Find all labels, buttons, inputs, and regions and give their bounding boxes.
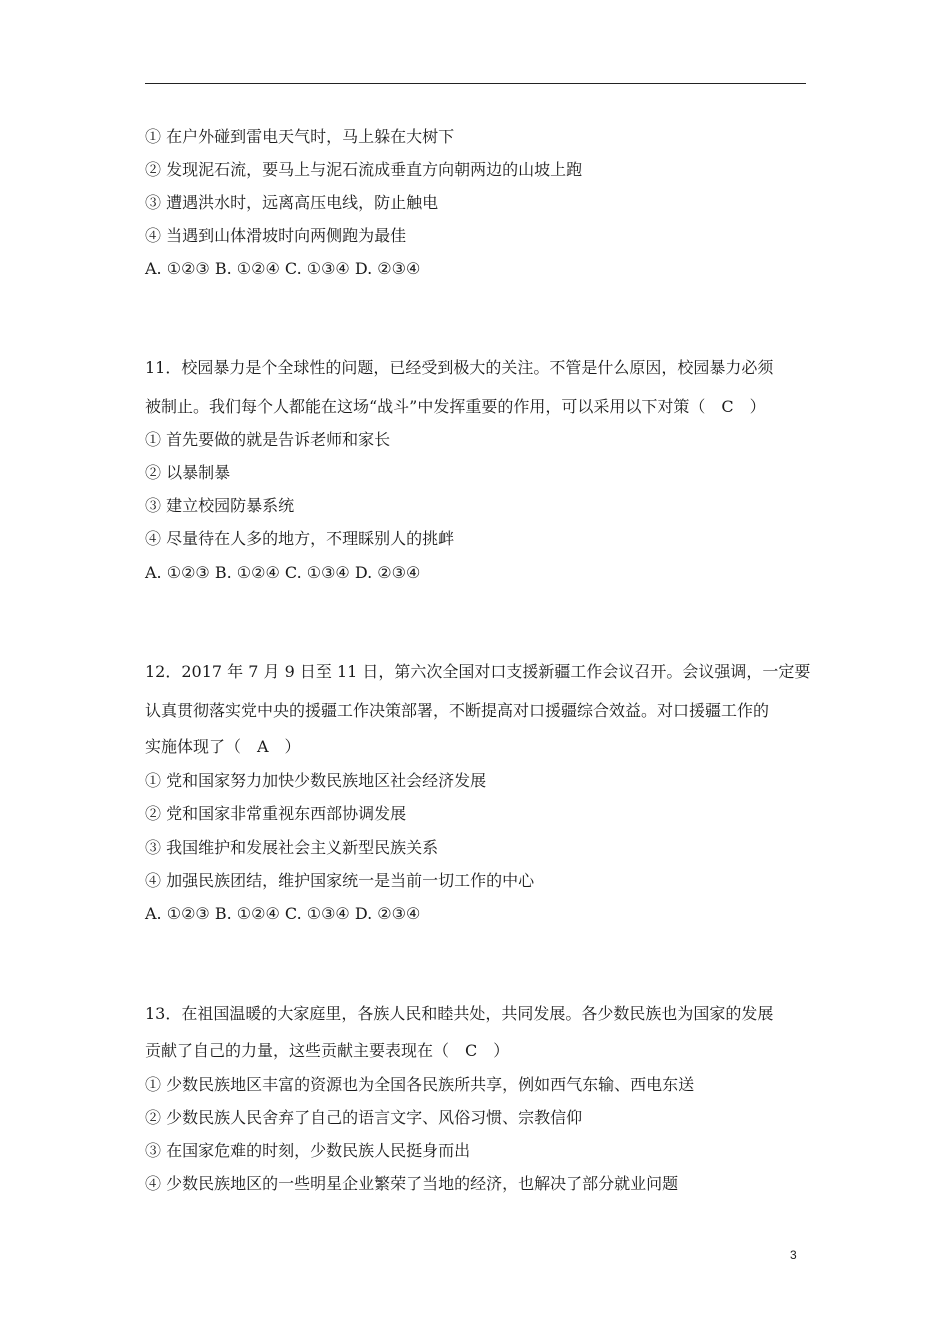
q12-stem-line-3: 实施体现了（ A ）	[145, 737, 301, 756]
q12-option-2: ② 党和国家非常重视东西部协调发展	[145, 804, 407, 823]
q12-stem-line-1: 12．2017 年 7 月 9 日至 11 日，第六次全国对口支援新疆工作会议召开。会议强调，一定要	[145, 662, 811, 681]
q11-option-2: ② 以暴制暴	[145, 463, 231, 482]
q10-option-4: ④ 当遇到山体滑坡时向两侧跑为最佳	[145, 226, 407, 245]
q11-option-1: ① 首先要做的就是告诉老师和家长	[145, 430, 391, 449]
q11-stem-line-2: 被制止。我们每个人都能在这场“战斗”中发挥重要的作用，可以采用以下对策（ C ）	[145, 397, 766, 416]
header-rule	[145, 83, 806, 84]
q11-option-4: ④ 尽量待在人多的地方，不理睬别人的挑衅	[145, 529, 455, 548]
q10-choices: A. ①②③ B. ①②④ C. ①③④ D. ②③④	[145, 259, 421, 278]
q12-option-1: ① 党和国家努力加快少数民族地区社会经济发展	[145, 771, 487, 790]
q13-option-2: ② 少数民族人民舍弃了自己的语言文字、风俗习惯、宗教信仰	[145, 1108, 583, 1127]
q10-option-2: ② 发现泥石流，要马上与泥石流成垂直方向朝两边的山坡上跑	[145, 160, 583, 179]
page-number: 3	[790, 1248, 797, 1262]
q13-option-1: ① 少数民族地区丰富的资源也为全国各民族所共享，例如西气东输、西电东送	[145, 1075, 695, 1094]
q13-stem-line-1: 13．在祖国温暖的大家庭里，各族人民和睦共处，共同发展。各少数民族也为国家的发展	[145, 1004, 774, 1023]
q13-option-3: ③ 在国家危难的时刻，少数民族人民挺身而出	[145, 1141, 471, 1160]
q10-option-1: ① 在户外碰到雷电天气时，马上躲在大树下	[145, 127, 455, 146]
q13-stem-line-2: 贡献了自己的力量，这些贡献主要表现在（ C ）	[145, 1041, 510, 1060]
q12-option-3: ③ 我国维护和发展社会主义新型民族关系	[145, 838, 439, 857]
q11-choices: A. ①②③ B. ①②④ C. ①③④ D. ②③④	[145, 563, 421, 582]
q11-option-3: ③ 建立校园防暴系统	[145, 496, 295, 515]
q10-option-3: ③ 遭遇洪水时，远离高压电线，防止触电	[145, 193, 439, 212]
q13-option-4: ④ 少数民族地区的一些明星企业繁荣了当地的经济，也解决了部分就业问题	[145, 1174, 679, 1193]
q11-stem-line-1: 11．校园暴力是个全球性的问题，已经受到极大的关注。不管是什么原因，校园暴力必须	[145, 358, 774, 377]
q12-choices: A. ①②③ B. ①②④ C. ①③④ D. ②③④	[145, 904, 421, 923]
q12-stem-line-2: 认真贯彻落实党中央的援疆工作决策部署，不断提高对口援疆综合效益。对口援疆工作的	[145, 701, 770, 720]
q12-option-4: ④ 加强民族团结，维护国家统一是当前一切工作的中心	[145, 871, 535, 890]
